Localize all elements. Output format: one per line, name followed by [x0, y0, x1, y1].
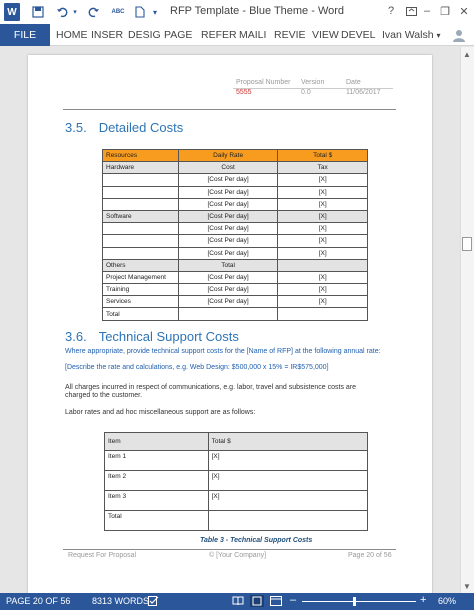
- spelling-icon[interactable]: ABC: [111, 9, 125, 15]
- table-cell[interactable]: [X]: [278, 235, 368, 247]
- section-number: 3.5.: [65, 120, 87, 135]
- table-row: [105, 491, 368, 511]
- table-cell[interactable]: Total: [103, 308, 179, 320]
- table-row: [103, 284, 368, 296]
- table-cell[interactable]: [103, 223, 179, 235]
- table-cell[interactable]: Software: [103, 210, 179, 222]
- user-avatar-icon: [452, 28, 466, 42]
- table-cell[interactable]: Item 2: [105, 471, 209, 491]
- user-account[interactable]: [382, 24, 466, 46]
- table-cell[interactable]: [103, 186, 179, 198]
- table-row: [103, 259, 368, 271]
- table-cell[interactable]: [X]: [278, 174, 368, 186]
- table-cell[interactable]: [103, 247, 179, 259]
- col-header-daily-rate: Daily Rate: [178, 150, 278, 162]
- table-cell[interactable]: [278, 259, 368, 271]
- header-rule: [63, 109, 396, 110]
- table-cell[interactable]: Hardware: [103, 162, 179, 174]
- scrollbar-thumb[interactable]: [462, 237, 472, 251]
- tab-page-layout[interactable]: PAGE: [164, 29, 193, 41]
- header-col1: Proposal Number: [236, 79, 291, 86]
- help-button[interactable]: ?: [387, 5, 395, 17]
- table-row: [103, 247, 368, 259]
- technical-support-table: [104, 432, 368, 531]
- table-caption: Table 3 - Technical Support Costs: [200, 537, 313, 544]
- table-row: [103, 308, 368, 320]
- table-cell[interactable]: [Cost Per day]: [178, 284, 278, 296]
- tab-file[interactable]: FILE: [0, 24, 50, 46]
- footer-center: © [Your Company]: [209, 552, 267, 559]
- table-cell[interactable]: [X]: [278, 296, 368, 308]
- table-row: [103, 223, 368, 235]
- table-cell[interactable]: [178, 308, 278, 320]
- footer-left: Request For Proposal: [68, 552, 137, 559]
- web-layout-icon[interactable]: [270, 596, 282, 608]
- table-cell[interactable]: [Cost Per day]: [178, 186, 278, 198]
- tab-home[interactable]: HOME: [56, 29, 88, 41]
- zoom-out-button[interactable]: –: [290, 594, 297, 606]
- table-cell[interactable]: Item 3: [105, 491, 209, 511]
- labor-rates-text: Labor rates and ad hoc miscellaneous support are as follows:: [65, 409, 256, 416]
- table-row: [103, 186, 368, 198]
- save-icon[interactable]: [30, 3, 46, 21]
- zoom-in-button[interactable]: +: [420, 594, 427, 606]
- table-cell[interactable]: [X]: [278, 186, 368, 198]
- window-title: RFP Template - Blue Theme - Word: [170, 5, 345, 17]
- user-name: Ivan Walsh: [382, 29, 434, 41]
- vertical-scrollbar[interactable]: [460, 47, 474, 593]
- table-cell[interactable]: [X]: [208, 491, 367, 511]
- scroll-up-icon[interactable]: ▲: [463, 50, 471, 59]
- table-cell[interactable]: Total: [105, 511, 209, 531]
- table-cell[interactable]: [Cost Per day]: [178, 174, 278, 186]
- footer-right: Page 20 of 56: [348, 552, 392, 559]
- col-header-resources: Resources: [103, 150, 179, 162]
- table-cell[interactable]: [Cost Per day]: [178, 223, 278, 235]
- status-bar: [0, 593, 474, 610]
- close-button[interactable]: ✕: [459, 5, 469, 18]
- header-val2: 0.0: [301, 89, 311, 96]
- redo-icon[interactable]: [86, 3, 102, 21]
- tab-developer[interactable]: DEVEL: [341, 29, 376, 41]
- table-cell[interactable]: [X]: [278, 210, 368, 222]
- table-cell[interactable]: [Cost Per day]: [178, 271, 278, 283]
- table-cell[interactable]: [X]: [278, 223, 368, 235]
- table-cell[interactable]: [X]: [278, 247, 368, 259]
- zoom-slider-track[interactable]: [302, 601, 416, 602]
- table-cell[interactable]: [103, 235, 179, 247]
- title-bar: [0, 0, 474, 24]
- table-cell[interactable]: [Cost Per day]: [178, 198, 278, 210]
- table-cell[interactable]: [Cost Per day]: [178, 296, 278, 308]
- table-cell[interactable]: Services: [103, 296, 179, 308]
- table-cell[interactable]: [103, 198, 179, 210]
- new-document-icon[interactable]: [132, 3, 148, 21]
- tab-review[interactable]: REVIE: [274, 29, 306, 41]
- header-col2: Version: [301, 79, 325, 86]
- section-heading-detailed-costs: [65, 120, 183, 135]
- col-header-total: Total $: [208, 433, 367, 451]
- table-row: [103, 235, 368, 247]
- table-row: [103, 271, 368, 283]
- table-cell[interactable]: [X]: [208, 471, 367, 491]
- table-cell[interactable]: [208, 511, 367, 531]
- tab-mailings[interactable]: MAILI: [239, 29, 267, 41]
- read-mode-icon[interactable]: [232, 596, 244, 608]
- footer-rule: [63, 549, 396, 550]
- restore-button[interactable]: ❐: [440, 5, 450, 18]
- table-cell[interactable]: Project Management: [103, 271, 179, 283]
- table-cell[interactable]: [103, 174, 179, 186]
- tab-references[interactable]: REFER: [201, 29, 237, 41]
- table-cell[interactable]: Training: [103, 284, 179, 296]
- zoom-slider-thumb[interactable]: [353, 597, 356, 606]
- document-page[interactable]: [28, 55, 432, 593]
- table-row: [103, 296, 368, 308]
- table-cell[interactable]: [Cost Per day]: [178, 235, 278, 247]
- section-title: Technical Support Costs: [98, 329, 239, 344]
- table-row: [103, 174, 368, 186]
- table-cell[interactable]: [Cost Per day]: [178, 247, 278, 259]
- scroll-down-icon[interactable]: ▼: [463, 582, 471, 591]
- detailed-costs-table: [102, 149, 368, 321]
- table-row: [103, 210, 368, 222]
- undo-dropdown-icon[interactable]: ▾: [73, 9, 77, 16]
- rate-description-text: [Describe the rate and calculations, e.g. Web Design: $500,000 x 15% = IR$575,000]: [65, 364, 329, 371]
- word-logo-icon[interactable]: W: [4, 3, 20, 21]
- chevron-down-icon: ▾: [436, 30, 441, 40]
- table-cell[interactable]: [X]: [208, 451, 367, 471]
- section-title: Detailed Costs: [98, 120, 184, 135]
- print-layout-icon[interactable]: [250, 595, 264, 607]
- header-val3: 11/06/2017: [346, 89, 381, 96]
- tab-insert[interactable]: INSER: [91, 29, 124, 41]
- undo-icon[interactable]: [54, 3, 70, 21]
- col-header-item: Item: [105, 433, 209, 451]
- table-row: [105, 471, 368, 491]
- header-col3: Date: [346, 79, 361, 86]
- table-row: [105, 511, 368, 531]
- customize-toolbar-icon[interactable]: ▾: [152, 7, 157, 17]
- zoom-level[interactable]: 60%: [438, 596, 457, 606]
- ribbon-tabs: [0, 24, 474, 46]
- support-intro-text: Where appropriate, provide technical support costs for the [Name of RFP] at the following annual rate:: [65, 348, 381, 355]
- table-row: [105, 451, 368, 471]
- document-area[interactable]: [0, 47, 460, 593]
- table-cell[interactable]: [X]: [278, 198, 368, 210]
- table-cell[interactable]: Cost: [178, 162, 278, 174]
- charges-text-line2: charged to the customer.: [65, 392, 143, 399]
- table-row: [103, 162, 368, 174]
- table-cell[interactable]: [Cost Per day]: [178, 210, 278, 222]
- table-cell[interactable]: Tax: [278, 162, 368, 174]
- page-count[interactable]: PAGE 20 OF 56: [6, 596, 71, 606]
- table-cell[interactable]: Total: [178, 259, 278, 271]
- header-val1: 5555: [236, 89, 252, 96]
- col-header-total: Total $: [278, 150, 368, 162]
- table-cell[interactable]: [X]: [278, 271, 368, 283]
- section-number: 3.6.: [65, 329, 87, 344]
- table-cell[interactable]: Item 1: [105, 451, 209, 471]
- table-cell[interactable]: Others: [103, 259, 179, 271]
- word-count[interactable]: 8313 WORDS: [92, 596, 150, 606]
- charges-text-line1: All charges incurred in respect of communications, e.g. labor, travel and subsistence costs are: [65, 384, 357, 391]
- table-cell[interactable]: [278, 308, 368, 320]
- proofing-icon[interactable]: [148, 596, 159, 608]
- table-row: [103, 198, 368, 210]
- table-cell[interactable]: [X]: [278, 284, 368, 296]
- minimize-button[interactable]: –: [423, 5, 431, 17]
- section-heading-technical-support-costs: [65, 329, 239, 344]
- tab-design[interactable]: DESIG: [128, 29, 161, 41]
- tab-view[interactable]: VIEW: [312, 29, 339, 41]
